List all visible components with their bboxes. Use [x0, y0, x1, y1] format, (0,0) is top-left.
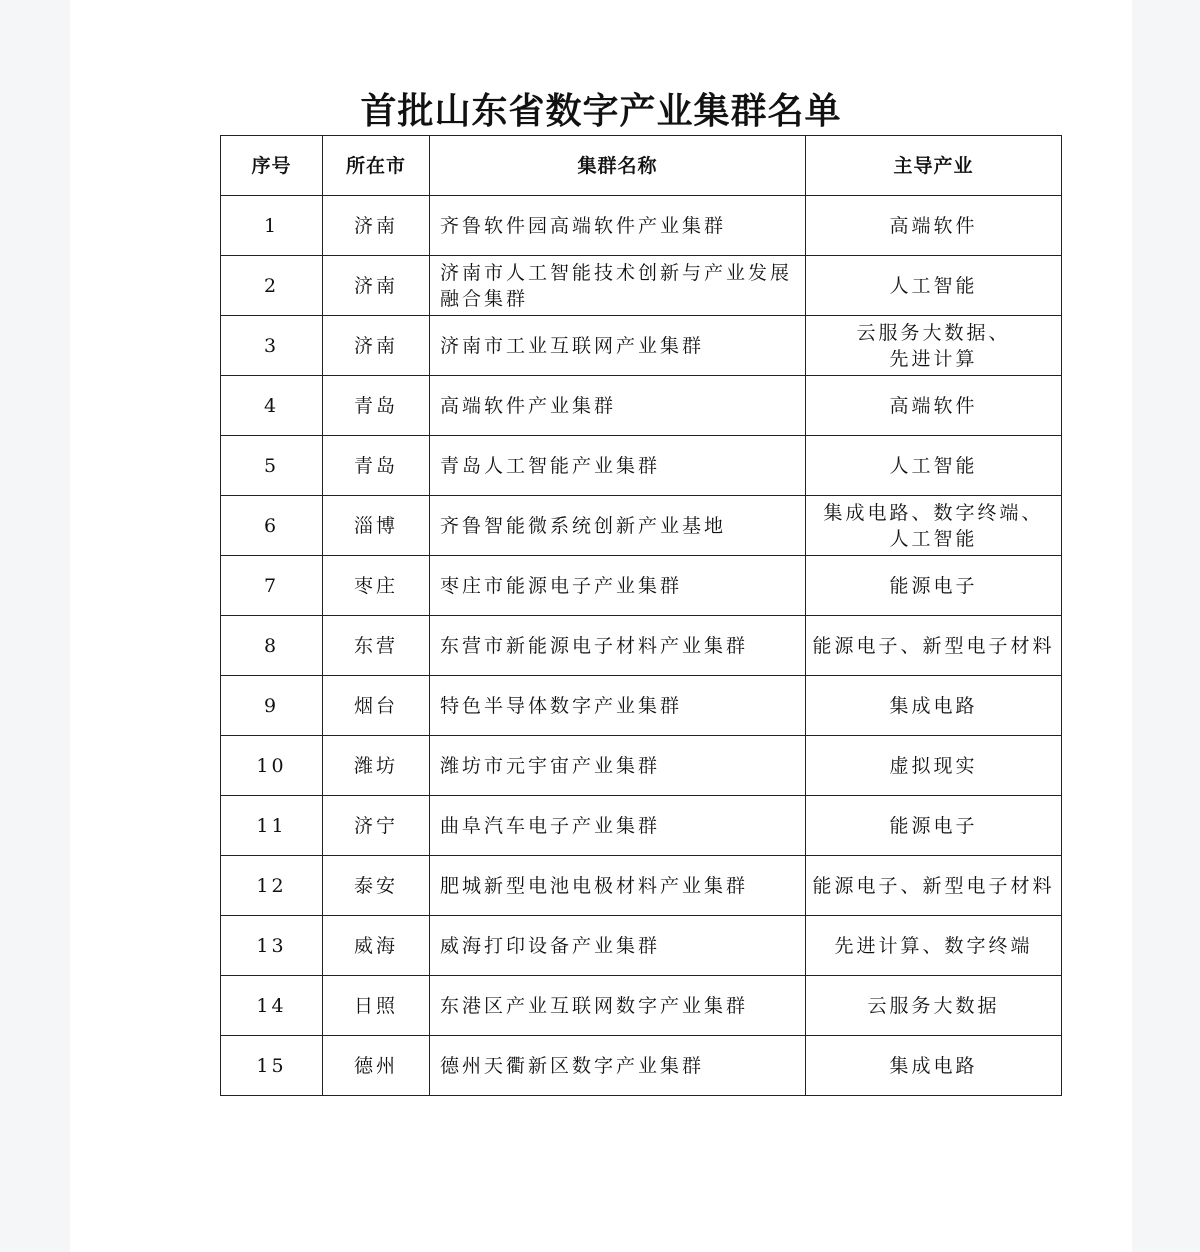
cell-city: 济南 — [323, 256, 430, 316]
table-row — [221, 256, 1062, 316]
table-row — [221, 976, 1062, 1036]
table-row — [221, 436, 1062, 496]
cell-cluster-name: 青岛人工智能产业集群 — [430, 436, 806, 496]
cell-serial-number: 15 — [221, 1036, 323, 1096]
header-city: 所在市 — [323, 136, 430, 196]
cell-city: 日照 — [323, 976, 430, 1036]
cell-serial-number: 6 — [221, 496, 323, 556]
table-row — [221, 856, 1062, 916]
cell-leading-industry: 能源电子 — [806, 796, 1062, 856]
table-row — [221, 916, 1062, 976]
cell-city: 德州 — [323, 1036, 430, 1096]
cell-cluster-name: 东港区产业互联网数字产业集群 — [430, 976, 806, 1036]
cell-cluster-name: 齐鲁智能微系统创新产业基地 — [430, 496, 806, 556]
cell-city: 淄博 — [323, 496, 430, 556]
cell-leading-industry: 人工智能 — [806, 256, 1062, 316]
cell-serial-number: 8 — [221, 616, 323, 676]
cell-serial-number: 12 — [221, 856, 323, 916]
header-serial-number: 序号 — [221, 136, 323, 196]
cell-city: 威海 — [323, 916, 430, 976]
cell-serial-number: 4 — [221, 376, 323, 436]
cell-cluster-name: 济南市人工智能技术创新与产业发展融合集群 — [430, 256, 806, 316]
cell-serial-number: 3 — [221, 316, 323, 376]
cell-serial-number: 7 — [221, 556, 323, 616]
cell-leading-industry: 云服务大数据、 先进计算 — [806, 316, 1062, 376]
cell-city: 济南 — [323, 196, 430, 256]
table-row — [221, 1036, 1062, 1096]
cell-city: 泰安 — [323, 856, 430, 916]
cell-cluster-name: 高端软件产业集群 — [430, 376, 806, 436]
cluster-list-table — [220, 135, 1062, 1096]
document-page — [70, 0, 1132, 1252]
header-cluster-name: 集群名称 — [430, 136, 806, 196]
cell-leading-industry: 能源电子、新型电子材料 — [806, 616, 1062, 676]
cell-leading-industry: 能源电子 — [806, 556, 1062, 616]
document-title: 首批山东省数字产业集群名单 — [360, 90, 842, 132]
header-leading-industry: 主导产业 — [806, 136, 1062, 196]
cell-leading-industry: 集成电路、数字终端、 人工智能 — [806, 496, 1062, 556]
cell-city: 烟台 — [323, 676, 430, 736]
table-row — [221, 676, 1062, 736]
cell-cluster-name: 齐鲁软件园高端软件产业集群 — [430, 196, 806, 256]
cell-city: 东营 — [323, 616, 430, 676]
cell-leading-industry: 人工智能 — [806, 436, 1062, 496]
cell-city: 济宁 — [323, 796, 430, 856]
cell-cluster-name: 曲阜汽车电子产业集群 — [430, 796, 806, 856]
cell-serial-number: 2 — [221, 256, 323, 316]
table-header-row — [221, 136, 1062, 196]
cell-serial-number: 10 — [221, 736, 323, 796]
cell-leading-industry: 先进计算、数字终端 — [806, 916, 1062, 976]
table-row — [221, 496, 1062, 556]
cell-city: 青岛 — [323, 376, 430, 436]
table-body — [221, 196, 1062, 1096]
cell-cluster-name: 肥城新型电池电极材料产业集群 — [430, 856, 806, 916]
cell-cluster-name: 东营市新能源电子材料产业集群 — [430, 616, 806, 676]
cell-cluster-name: 威海打印设备产业集群 — [430, 916, 806, 976]
table-row — [221, 556, 1062, 616]
cell-cluster-name: 特色半导体数字产业集群 — [430, 676, 806, 736]
cell-leading-industry: 云服务大数据 — [806, 976, 1062, 1036]
cell-serial-number: 5 — [221, 436, 323, 496]
table-row — [221, 796, 1062, 856]
table-row — [221, 316, 1062, 376]
cell-leading-industry: 虚拟现实 — [806, 736, 1062, 796]
cell-city: 枣庄 — [323, 556, 430, 616]
cell-leading-industry: 集成电路 — [806, 1036, 1062, 1096]
cell-leading-industry: 集成电路 — [806, 676, 1062, 736]
cell-cluster-name: 济南市工业互联网产业集群 — [430, 316, 806, 376]
table-row — [221, 736, 1062, 796]
table-row — [221, 196, 1062, 256]
cell-serial-number: 1 — [221, 196, 323, 256]
cell-leading-industry: 高端软件 — [806, 376, 1062, 436]
cell-leading-industry: 能源电子、新型电子材料 — [806, 856, 1062, 916]
cell-city: 潍坊 — [323, 736, 430, 796]
cell-city: 济南 — [323, 316, 430, 376]
cell-leading-industry: 高端软件 — [806, 196, 1062, 256]
table-row — [221, 376, 1062, 436]
cell-serial-number: 13 — [221, 916, 323, 976]
cell-cluster-name: 潍坊市元宇宙产业集群 — [430, 736, 806, 796]
cell-cluster-name: 德州天衢新区数字产业集群 — [430, 1036, 806, 1096]
cell-cluster-name: 枣庄市能源电子产业集群 — [430, 556, 806, 616]
table-row — [221, 616, 1062, 676]
cell-serial-number: 14 — [221, 976, 323, 1036]
cell-serial-number: 9 — [221, 676, 323, 736]
cell-serial-number: 11 — [221, 796, 323, 856]
cell-city: 青岛 — [323, 436, 430, 496]
